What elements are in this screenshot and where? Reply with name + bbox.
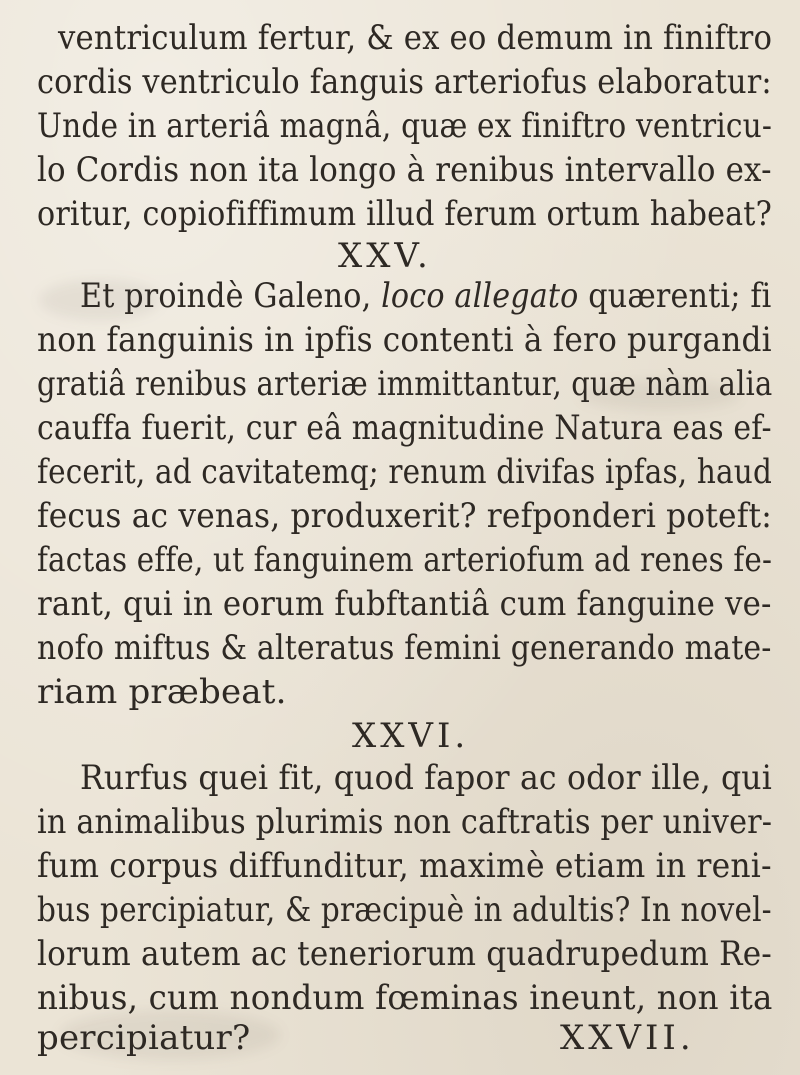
text-line: fum corpus diffunditur, maximè etiam in reni-: [37, 846, 772, 886]
text-segment: Et proindè Galeno,: [80, 276, 382, 316]
text-line: percipiatur?: [37, 1018, 251, 1058]
section-heading-xxvii: XXVII.: [560, 1018, 695, 1058]
text-line: rant, qui in eorum fubftantiâ cum fanguine ve-: [37, 584, 772, 624]
text-line: cauffa fuerit, cur eâ magnitudine Natura eas ef-: [37, 408, 772, 448]
section-heading-xxvi: XXVI.: [352, 716, 470, 756]
text-line: lo Cordis non ita longo à renibus intervallo ex-: [37, 150, 772, 190]
text-segment: quærenti; fi: [578, 276, 772, 316]
text-line: in animalibus plurimis non caftratis per univer-: [37, 802, 773, 842]
text-line: cordis ventriculo fanguis arteriofus elaboratur:: [37, 62, 772, 102]
text-line: bus percipiatur, & præcipuè in adultis? In novel-: [37, 890, 772, 930]
text-line: nibus, cum nondum fœminas ineunt, non ita: [37, 978, 773, 1018]
text-line: fecerit, ad cavitatemq; renum divifas ipfas, haud: [37, 452, 772, 492]
text-line: nofo miftus & alteratus femini generando mate-: [37, 628, 772, 668]
text-line: factas effe, ut fanguinem arteriofum ad renes fe-: [37, 540, 773, 580]
text-line: ventriculum fertur, & ex eo demum in finiftro: [58, 18, 773, 58]
text-line: lorum autem ac teneriorum quadrupedum Re-: [37, 934, 772, 974]
text-line: riam præbeat.: [37, 672, 287, 712]
citation-italic: loco allegato: [381, 276, 579, 316]
text-line: [80, 276, 771, 316]
text-line: gratiâ renibus arteriæ immittantur, quæ nàm alia: [37, 364, 773, 404]
text-line: oritur, copiofiffimum illud ferum ortum habeat?: [37, 194, 772, 234]
text-line: Rurfus quei fit, quod fapor ac odor ille, qui: [80, 758, 773, 798]
text-line: fecus ac venas, produxerit? refponderi poteft:: [37, 496, 772, 536]
text-line: non fanguinis in ipfis contenti à fero purgandi: [37, 320, 772, 360]
section-heading-xxv: XXV.: [338, 236, 432, 276]
text-line: Unde in arteriâ magnâ, quæ ex finiftro ventricu-: [37, 106, 773, 146]
